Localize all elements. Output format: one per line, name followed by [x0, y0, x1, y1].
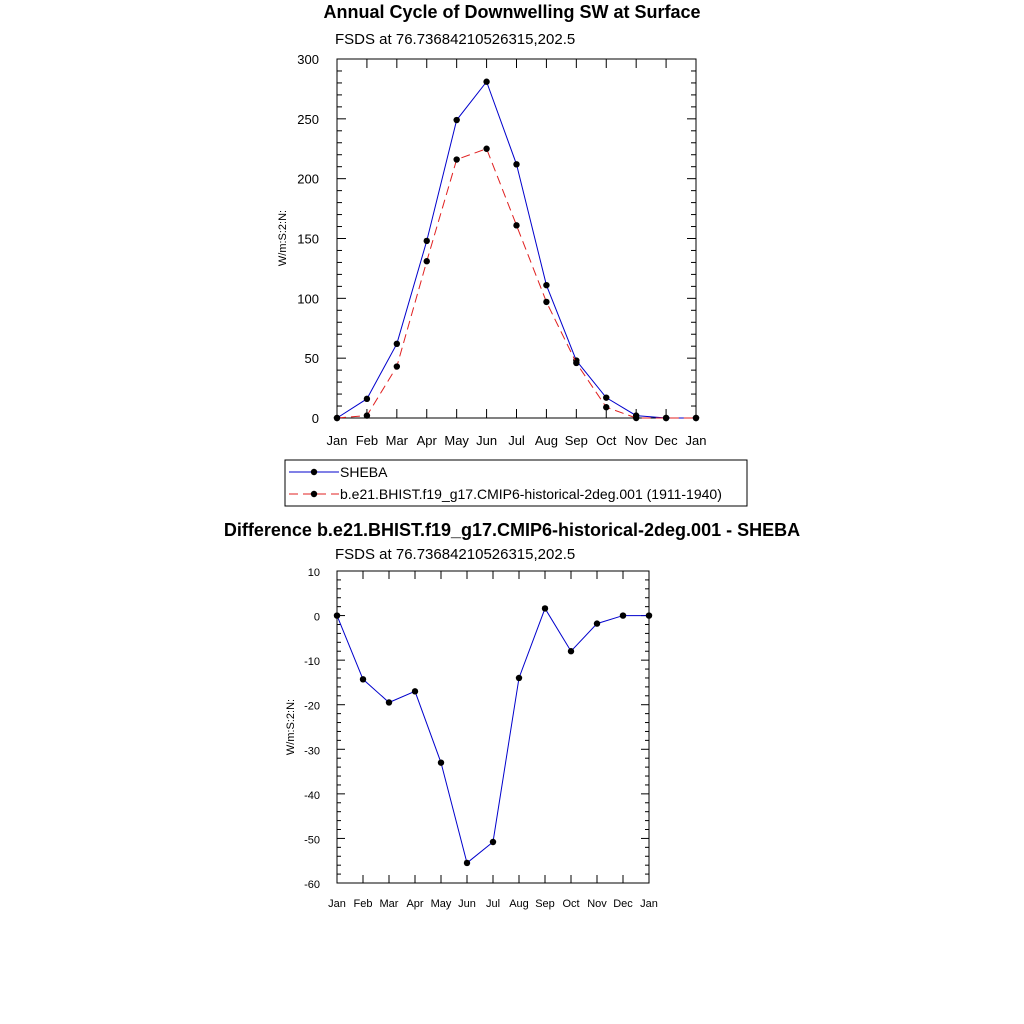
data-point — [663, 415, 669, 421]
data-point — [568, 648, 574, 654]
chart-1 — [277, 2, 747, 506]
y-tick-label: 100 — [297, 291, 319, 307]
x-tick-label: Apr — [416, 433, 437, 448]
x-tick-label: May — [430, 898, 452, 910]
y-tick-label: -60 — [304, 879, 320, 891]
data-point — [334, 612, 340, 618]
x-tick-label: Jul — [508, 433, 525, 448]
data-point — [594, 620, 600, 626]
data-point — [394, 363, 400, 369]
data-point — [424, 238, 430, 244]
data-point — [386, 699, 392, 705]
y-tick-label: 150 — [297, 231, 319, 247]
data-point — [424, 258, 430, 264]
data-point — [603, 394, 609, 400]
x-tick-label: Aug — [534, 433, 558, 448]
data-point — [464, 860, 470, 866]
y-tick-label: -50 — [304, 834, 320, 847]
x-tick-label: May — [444, 433, 469, 448]
data-point — [360, 676, 366, 682]
data-point — [693, 415, 699, 421]
x-tick-label: Feb — [355, 433, 379, 448]
data-point — [516, 675, 522, 681]
y-tick-label: -40 — [304, 789, 320, 802]
data-point — [412, 688, 418, 694]
data-point — [364, 396, 370, 402]
plot-frame — [337, 59, 696, 418]
y-tick-label: 300 — [297, 52, 319, 67]
x-tick-label: Sep — [564, 433, 588, 448]
x-tick-label: Oct — [596, 433, 617, 448]
data-point — [453, 156, 459, 162]
x-tick-label: Jan — [685, 433, 707, 448]
data-point — [646, 612, 652, 618]
data-point — [513, 222, 519, 228]
x-tick-label: Jan — [326, 433, 348, 448]
legend-entry: b.e21.BHIST.f19_g17.CMIP6-historical-2deg.001 (1911-1940) — [340, 486, 722, 502]
x-tick-label: Oct — [562, 898, 580, 910]
chart-subtitle: FSDS at 76.73684210526315,202.5 — [335, 31, 576, 48]
x-tick-label: Apr — [406, 898, 424, 910]
x-tick-label: Feb — [353, 898, 373, 910]
y-axis-label: W/m:S:2:N: — [277, 209, 289, 267]
series-line-1 — [337, 608, 649, 863]
y-tick-label: 50 — [304, 351, 319, 367]
plot-frame — [337, 571, 649, 883]
x-tick-label: Jun — [476, 433, 498, 448]
data-point — [453, 117, 459, 123]
data-point — [573, 360, 579, 366]
series-line-1 — [337, 82, 696, 418]
y-tick-label: 250 — [297, 111, 319, 127]
chart-title: Difference b.e21.BHIST.f19_g17.CMIP6-historical-2deg.001 - SHEBA — [223, 520, 801, 540]
data-point — [633, 415, 639, 421]
y-tick-label: 200 — [297, 171, 319, 187]
data-point — [542, 605, 548, 611]
legend-marker — [311, 491, 317, 497]
x-tick-label: Jan — [640, 898, 658, 910]
x-tick-label: Nov — [587, 898, 607, 910]
chart-subtitle: FSDS at 76.73684210526315,202.5 — [335, 546, 576, 563]
data-point — [394, 341, 400, 347]
y-tick-label: -30 — [304, 745, 320, 758]
data-point — [334, 415, 340, 421]
x-tick-label: Dec — [654, 433, 678, 448]
y-tick-label: 10 — [307, 567, 320, 579]
x-tick-label: Jan — [328, 898, 346, 910]
x-tick-label: Mar — [379, 898, 399, 910]
data-point — [483, 79, 489, 85]
data-point — [620, 612, 626, 618]
y-axis-label: W/m:S:2:N: — [285, 698, 297, 756]
y-tick-label: 0 — [313, 611, 320, 624]
data-point — [543, 299, 549, 305]
legend-entry: SHEBA — [340, 464, 388, 480]
data-point — [513, 161, 519, 167]
x-tick-label: Nov — [624, 433, 648, 448]
x-tick-label: Jul — [485, 898, 501, 910]
y-tick-label: 0 — [311, 411, 319, 426]
x-tick-label: Sep — [535, 898, 555, 910]
y-tick-label: -20 — [304, 700, 320, 713]
data-point — [364, 412, 370, 418]
x-tick-label: Mar — [385, 433, 409, 448]
legend — [285, 460, 747, 506]
data-point — [543, 282, 549, 288]
data-point — [438, 759, 444, 765]
x-tick-label: Dec — [613, 898, 633, 910]
series-line-2 — [337, 149, 696, 418]
data-point — [490, 839, 496, 845]
data-point — [603, 404, 609, 410]
chart-title: Annual Cycle of Downwelling SW at Surface — [323, 2, 701, 22]
x-tick-label: Aug — [509, 898, 529, 910]
chart-2 — [224, 520, 800, 910]
legend-marker — [311, 469, 317, 475]
data-point — [483, 146, 489, 152]
x-tick-label: Jun — [458, 898, 476, 910]
y-tick-label: -10 — [304, 656, 320, 669]
